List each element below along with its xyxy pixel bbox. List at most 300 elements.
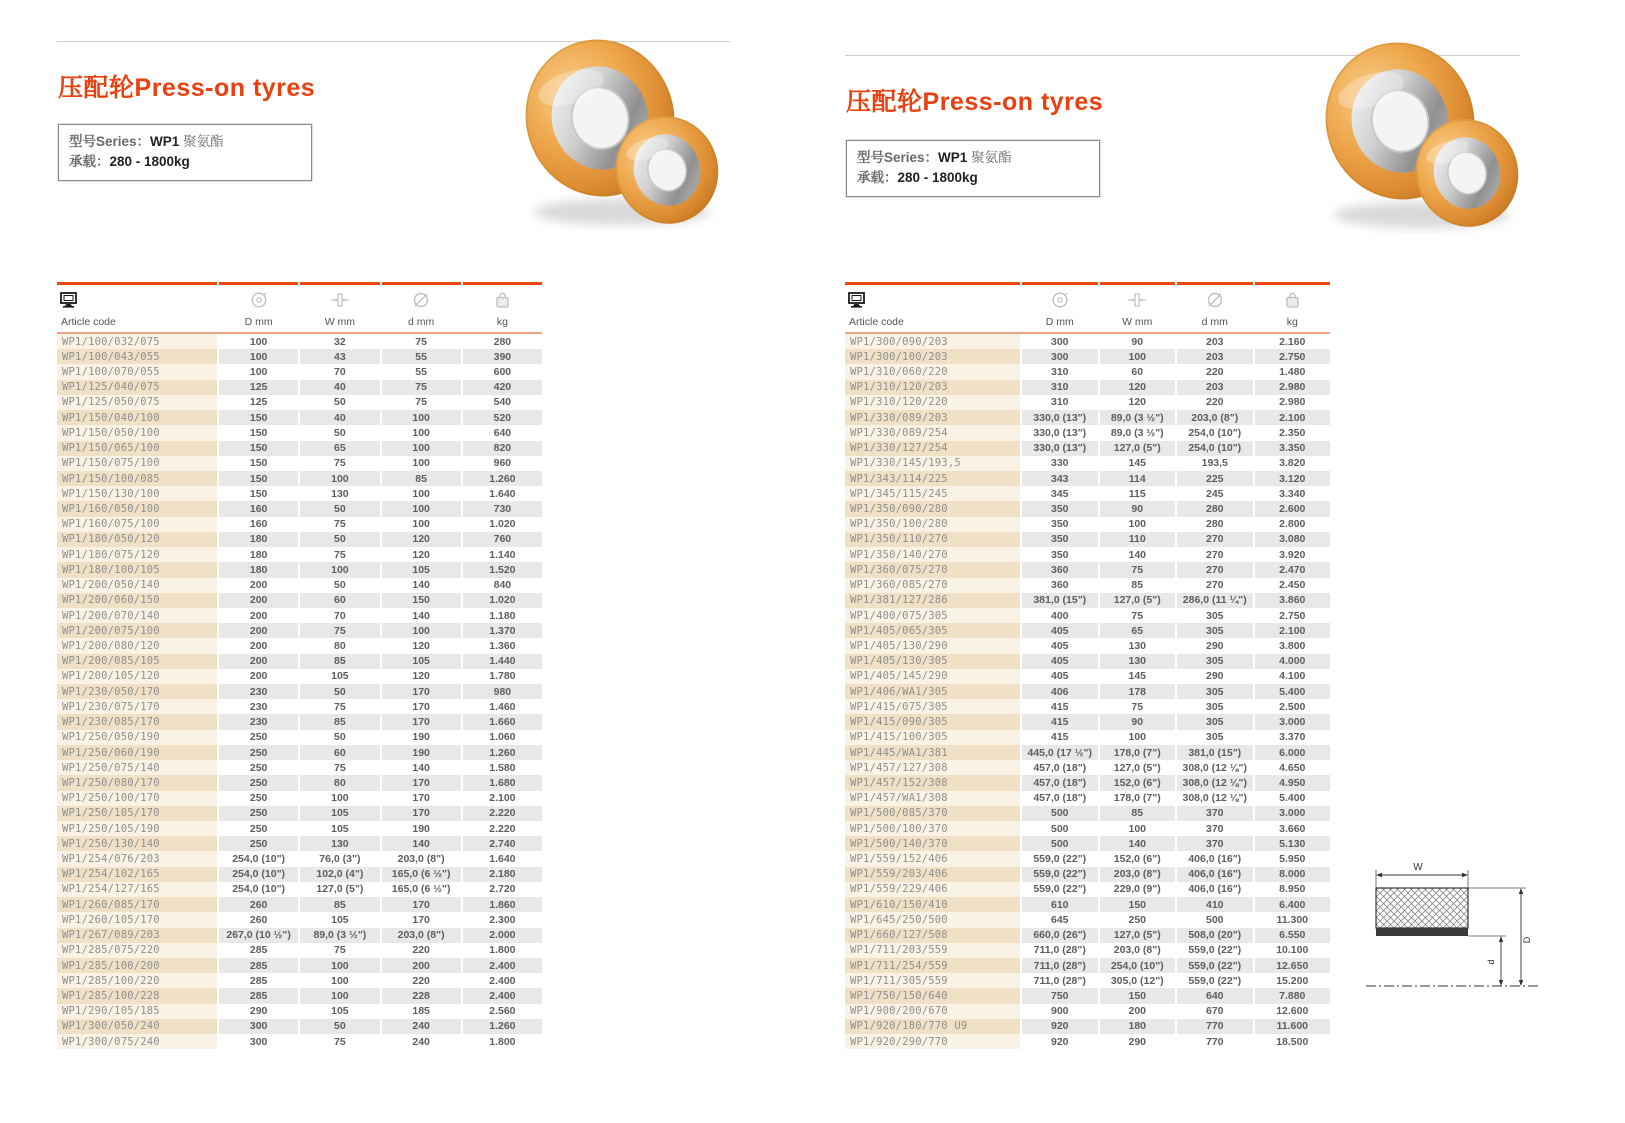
value-cell: 254,0 (10") — [219, 867, 298, 882]
value-cell: 2.980 — [1255, 395, 1331, 410]
article-code-cell: WP1/350/090/280 — [845, 501, 1020, 516]
value-cell: 3.340 — [1255, 486, 1331, 501]
table-row — [57, 578, 542, 593]
value-cell: 3.000 — [1255, 714, 1331, 729]
article-code-cell: WP1/180/100/105 — [57, 562, 217, 577]
table-row — [57, 882, 542, 897]
table-row — [845, 806, 1330, 821]
weight-icon — [494, 292, 511, 309]
value-cell: 55 — [382, 364, 461, 379]
value-cell: 500 — [1022, 836, 1098, 851]
value-cell: 254,0 (10") — [219, 851, 298, 866]
value-cell: 120 — [1100, 380, 1176, 395]
value-cell: 645 — [1022, 912, 1098, 927]
value-cell: 170 — [382, 897, 461, 912]
value-cell: 5.400 — [1255, 684, 1331, 699]
article-code-cell: WP1/920/180/770 U9 — [845, 1019, 1020, 1034]
value-cell: 140 — [382, 608, 461, 623]
table-row — [57, 851, 542, 866]
series-label: 型号Series — [69, 134, 137, 149]
table-row — [57, 928, 542, 943]
article-code-cell: WP1/406/WA1/305 — [845, 684, 1020, 699]
article-code-cell: WP1/200/075/100 — [57, 623, 217, 638]
table-row — [845, 684, 1330, 699]
value-cell: 170 — [382, 699, 461, 714]
value-cell: 110 — [1100, 532, 1176, 547]
value-cell: 254,0 (10") — [219, 882, 298, 897]
value-cell: 381,0 (15") — [1022, 593, 1098, 608]
value-cell: 1.660 — [463, 714, 542, 729]
table-row — [57, 517, 542, 532]
col-header-W: W mm — [1122, 316, 1153, 328]
monitor-icon — [848, 292, 867, 308]
value-cell: 2.750 — [1255, 608, 1331, 623]
value-cell: 415 — [1022, 714, 1098, 729]
value-cell: 770 — [1177, 1034, 1253, 1049]
value-cell: 559,0 (22") — [1022, 882, 1098, 897]
table-row — [845, 349, 1330, 364]
value-cell: 559,0 (22") — [1022, 851, 1098, 866]
table-row — [845, 988, 1330, 1003]
value-cell: 75 — [1100, 562, 1176, 577]
article-code-cell: WP1/559/229/406 — [845, 882, 1020, 897]
value-cell: 559,0 (22") — [1022, 867, 1098, 882]
value-cell: 1.680 — [463, 775, 542, 790]
article-code-cell: WP1/254/102/165 — [57, 867, 217, 882]
value-cell: 360 — [1022, 562, 1098, 577]
value-cell: 305 — [1177, 684, 1253, 699]
value-cell: 203 — [1177, 380, 1253, 395]
article-code-cell: WP1/180/050/120 — [57, 532, 217, 547]
value-cell: 280 — [1177, 501, 1253, 516]
article-code-cell: WP1/330/089/203 — [845, 410, 1020, 425]
value-cell: 1.060 — [463, 730, 542, 745]
table-row — [57, 943, 542, 958]
article-code-cell: WP1/750/150/640 — [845, 988, 1020, 1003]
article-code-cell: WP1/559/152/406 — [845, 851, 1020, 866]
value-cell: 105 — [300, 821, 379, 836]
article-code-cell: WP1/457/127/308 — [845, 760, 1020, 775]
page-title-en: Press-on tyres — [922, 88, 1104, 116]
table-row — [845, 456, 1330, 471]
value-cell: 2.740 — [463, 836, 542, 851]
value-cell: 170 — [382, 714, 461, 729]
article-code-cell: WP1/300/090/203 — [845, 334, 1020, 349]
article-code-cell: WP1/250/105/190 — [57, 821, 217, 836]
value-cell: 290 — [1100, 1034, 1176, 1049]
table-row — [845, 517, 1330, 532]
value-cell: 105 — [300, 669, 379, 684]
table-body — [57, 334, 542, 1049]
value-cell: 350 — [1022, 532, 1098, 547]
article-code-cell: WP1/250/050/190 — [57, 730, 217, 745]
table-row — [845, 730, 1330, 745]
article-code-cell: WP1/290/105/185 — [57, 1004, 217, 1019]
value-cell: 305 — [1177, 714, 1253, 729]
article-code-cell: WP1/180/075/120 — [57, 547, 217, 562]
tyre-cross-section-diagram — [1366, 858, 1556, 1016]
value-cell: 308,0 (12 ⅛") — [1177, 791, 1253, 806]
value-cell: 203,0 (8") — [1177, 410, 1253, 425]
value-cell: 190 — [382, 730, 461, 745]
value-cell: 305 — [1177, 654, 1253, 669]
value-cell: 220 — [382, 943, 461, 958]
value-cell: 250 — [1100, 912, 1176, 927]
article-code-cell: WP1/125/050/075 — [57, 395, 217, 410]
article-code-cell: WP1/250/060/190 — [57, 745, 217, 760]
table-row — [845, 791, 1330, 806]
value-cell: 254,0 (10") — [1100, 958, 1176, 973]
value-cell: 145 — [1100, 669, 1176, 684]
value-cell: 105 — [300, 912, 379, 927]
article-code-cell: WP1/285/100/220 — [57, 973, 217, 988]
value-cell: 1.260 — [463, 745, 542, 760]
table-row — [57, 897, 542, 912]
value-cell: 178,0 (7") — [1100, 745, 1176, 760]
value-cell: 920 — [1022, 1034, 1098, 1049]
value-cell: 370 — [1177, 836, 1253, 851]
wheel-icon — [1051, 291, 1069, 309]
value-cell: 105 — [382, 654, 461, 669]
table-row — [57, 501, 542, 516]
page-title-zh: 压配轮 — [58, 74, 135, 102]
value-cell: 457,0 (18") — [1022, 775, 1098, 790]
article-code-cell: WP1/260/085/170 — [57, 897, 217, 912]
table-row — [57, 730, 542, 745]
value-cell: 350 — [1022, 501, 1098, 516]
value-cell: 406 — [1022, 684, 1098, 699]
value-cell: 400 — [1022, 608, 1098, 623]
value-cell: 55 — [382, 349, 461, 364]
value-cell: 203,0 (8") — [1100, 943, 1176, 958]
value-cell: 330 — [1022, 456, 1098, 471]
value-cell: 170 — [382, 912, 461, 927]
article-code-cell: WP1/330/145/193,5 — [845, 456, 1020, 471]
value-cell: 50 — [300, 532, 379, 547]
value-cell: 350 — [1022, 517, 1098, 532]
table-row — [845, 760, 1330, 775]
col-header-D: D mm — [1045, 316, 1074, 328]
value-cell: 85 — [300, 897, 379, 912]
table-row — [57, 334, 542, 349]
series-colon: ： — [924, 150, 939, 165]
table-top-bar — [57, 282, 542, 285]
article-code-cell: WP1/310/060/220 — [845, 364, 1020, 379]
value-cell: 160 — [219, 517, 298, 532]
article-code-cell: WP1/350/100/280 — [845, 517, 1020, 532]
value-cell: 228 — [382, 988, 461, 1003]
article-code-cell: WP1/300/075/240 — [57, 1034, 217, 1049]
value-cell: 75 — [300, 456, 379, 471]
value-cell: 125 — [219, 395, 298, 410]
value-cell: 711,0 (28") — [1022, 958, 1098, 973]
value-cell: 770 — [1177, 1019, 1253, 1034]
value-cell: 711,0 (28") — [1022, 943, 1098, 958]
value-cell: 3.120 — [1255, 471, 1331, 486]
value-cell: 200 — [1100, 1004, 1176, 1019]
value-cell: 2.750 — [1255, 349, 1331, 364]
col-header-article: Article code — [61, 316, 116, 328]
value-cell: 145 — [1100, 456, 1176, 471]
value-cell: 11.600 — [1255, 1019, 1331, 1034]
value-cell: 18.500 — [1255, 1034, 1331, 1049]
table-row — [57, 912, 542, 927]
diameter-icon — [412, 291, 430, 309]
value-cell: 120 — [382, 532, 461, 547]
article-code-cell: WP1/559/203/406 — [845, 867, 1020, 882]
value-cell: 670 — [1177, 1004, 1253, 1019]
article-code-cell: WP1/360/075/270 — [845, 562, 1020, 577]
section-right — [845, 0, 1330, 1123]
value-cell: 40 — [300, 410, 379, 425]
value-cell: 405 — [1022, 623, 1098, 638]
value-cell: 500 — [1177, 912, 1253, 927]
value-cell: 370 — [1177, 821, 1253, 836]
article-code-cell: WP1/405/130/290 — [845, 638, 1020, 653]
value-cell: 75 — [1100, 608, 1176, 623]
value-cell: 85 — [300, 654, 379, 669]
value-cell: 190 — [382, 745, 461, 760]
value-cell: 2.600 — [1255, 501, 1331, 516]
table-row — [57, 608, 542, 623]
value-cell: 76,0 (3") — [300, 851, 379, 866]
article-code-cell: WP1/645/250/500 — [845, 912, 1020, 927]
table-row — [57, 623, 542, 638]
value-cell: 559,0 (22") — [1177, 973, 1253, 988]
table-row — [845, 669, 1330, 684]
table-row — [845, 425, 1330, 440]
table-row — [845, 395, 1330, 410]
article-code-cell: WP1/150/130/100 — [57, 486, 217, 501]
value-cell: 2.350 — [1255, 425, 1331, 440]
value-cell: 381,0 (15") — [1177, 745, 1253, 760]
value-cell: 230 — [219, 684, 298, 699]
value-cell: 225 — [1177, 471, 1253, 486]
value-cell: 230 — [219, 699, 298, 714]
table-row — [57, 1034, 542, 1049]
table-row — [845, 943, 1330, 958]
value-cell: 140 — [382, 836, 461, 851]
value-cell: 230 — [219, 714, 298, 729]
value-cell: 220 — [1177, 364, 1253, 379]
value-cell: 75 — [300, 760, 379, 775]
article-code-cell: WP1/415/090/305 — [845, 714, 1020, 729]
article-code-cell: WP1/200/070/140 — [57, 608, 217, 623]
value-cell: 127,0 (5") — [1100, 928, 1176, 943]
value-cell: 1.440 — [463, 654, 542, 669]
article-code-cell: WP1/350/140/270 — [845, 547, 1020, 562]
value-cell: 100 — [382, 456, 461, 471]
value-cell: 75 — [300, 1034, 379, 1049]
value-cell: 180 — [219, 547, 298, 562]
series-line — [857, 148, 1089, 168]
value-cell: 920 — [1022, 1019, 1098, 1034]
value-cell: 1.260 — [463, 1019, 542, 1034]
article-code-cell: WP1/415/075/305 — [845, 699, 1020, 714]
value-cell: 85 — [1100, 578, 1176, 593]
article-code-cell: WP1/230/085/170 — [57, 714, 217, 729]
value-cell: 100 — [300, 562, 379, 577]
spec-table — [845, 282, 1330, 1049]
value-cell: 100 — [300, 973, 379, 988]
value-cell: 280 — [1177, 517, 1253, 532]
value-cell: 305 — [1177, 623, 1253, 638]
table-row — [845, 867, 1330, 882]
article-code-cell: WP1/330/127/254 — [845, 441, 1020, 456]
section-left — [57, 0, 542, 1123]
table-row — [845, 745, 1330, 760]
value-cell: 305 — [1177, 699, 1253, 714]
value-cell: 250 — [219, 806, 298, 821]
article-code-cell: WP1/230/075/170 — [57, 699, 217, 714]
table-row — [57, 349, 542, 364]
value-cell: 2.400 — [463, 973, 542, 988]
value-cell: 308,0 (12 ⅛") — [1177, 775, 1253, 790]
value-cell: 75 — [300, 547, 379, 562]
value-cell: 65 — [1100, 623, 1176, 638]
table-row — [57, 456, 542, 471]
value-cell: 250 — [219, 775, 298, 790]
article-code-cell: WP1/343/114/225 — [845, 471, 1020, 486]
value-cell: 960 — [463, 456, 542, 471]
table-header-labels — [845, 315, 1330, 329]
value-cell: 500 — [1022, 821, 1098, 836]
value-cell: 130 — [300, 486, 379, 501]
value-cell: 250 — [219, 836, 298, 851]
diameter-icon — [1206, 291, 1224, 309]
value-cell: 4.650 — [1255, 760, 1331, 775]
value-cell: 160 — [219, 501, 298, 516]
table-body — [845, 334, 1330, 1049]
article-code-cell: WP1/150/100/085 — [57, 471, 217, 486]
table-row — [845, 775, 1330, 790]
article-code-cell: WP1/360/085/270 — [845, 578, 1020, 593]
value-cell: 178,0 (7") — [1100, 791, 1176, 806]
table-row — [57, 562, 542, 577]
value-cell: 150 — [219, 486, 298, 501]
value-cell: 203 — [1177, 334, 1253, 349]
table-header-icons — [57, 285, 542, 315]
value-cell: 89,0 (3 ½") — [1100, 410, 1176, 425]
value-cell: 286,0 (11 ¼") — [1177, 593, 1253, 608]
value-cell: 203,0 (8") — [1100, 867, 1176, 882]
table-row — [845, 334, 1330, 349]
series-material: 聚氨酯 — [183, 134, 224, 149]
value-cell: 600 — [463, 364, 542, 379]
dim-label-w: W — [1413, 862, 1423, 873]
value-cell: 240 — [382, 1034, 461, 1049]
article-code-cell: WP1/610/150/410 — [845, 897, 1020, 912]
value-cell: 285 — [219, 988, 298, 1003]
value-cell: 290 — [1177, 638, 1253, 653]
table-row — [57, 425, 542, 440]
value-cell: 11.300 — [1255, 912, 1331, 927]
article-code-cell: WP1/250/080/170 — [57, 775, 217, 790]
value-cell: 75 — [382, 380, 461, 395]
value-cell: 2.500 — [1255, 699, 1331, 714]
table-row — [57, 1019, 542, 1034]
value-cell: 220 — [1177, 395, 1253, 410]
value-cell: 1.480 — [1255, 364, 1331, 379]
press-on-tyres-photo — [1304, 27, 1536, 235]
table-row — [845, 471, 1330, 486]
table-row — [845, 821, 1330, 836]
value-cell: 5.950 — [1255, 851, 1331, 866]
value-cell: 100 — [382, 441, 461, 456]
value-cell: 2.560 — [463, 1004, 542, 1019]
series-colon: ： — [136, 134, 151, 149]
value-cell: 410 — [1177, 897, 1253, 912]
value-cell: 760 — [463, 532, 542, 547]
value-cell: 229,0 (9") — [1100, 882, 1176, 897]
value-cell: 2.220 — [463, 806, 542, 821]
value-cell: 150 — [219, 410, 298, 425]
value-cell: 165,0 (6 ½") — [382, 867, 461, 882]
article-code-cell: WP1/381/127/286 — [845, 593, 1020, 608]
article-code-cell: WP1/254/127/165 — [57, 882, 217, 897]
value-cell: 310 — [1022, 364, 1098, 379]
article-code-cell: WP1/300/050/240 — [57, 1019, 217, 1034]
value-cell: 2.000 — [463, 928, 542, 943]
value-cell: 310 — [1022, 380, 1098, 395]
table-row — [57, 395, 542, 410]
table-row — [57, 760, 542, 775]
table-row — [845, 912, 1330, 927]
load-label: 承载： — [857, 170, 898, 185]
table-row — [57, 364, 542, 379]
value-cell: 220 — [382, 973, 461, 988]
value-cell: 150 — [1100, 897, 1176, 912]
value-cell: 193,5 — [1177, 456, 1253, 471]
series-material: 聚氨酯 — [971, 150, 1012, 165]
value-cell: 2.100 — [463, 791, 542, 806]
spec-table — [57, 282, 542, 1049]
table-row — [845, 1034, 1330, 1049]
value-cell: 6.400 — [1255, 897, 1331, 912]
value-cell: 3.350 — [1255, 441, 1331, 456]
table-row — [57, 973, 542, 988]
value-cell: 4.000 — [1255, 654, 1331, 669]
value-cell: 200 — [219, 638, 298, 653]
value-cell: 390 — [463, 349, 542, 364]
value-cell: 50 — [300, 501, 379, 516]
value-cell: 150 — [382, 593, 461, 608]
value-cell: 3.080 — [1255, 532, 1331, 547]
value-cell: 2.180 — [463, 867, 542, 882]
load-line — [69, 152, 301, 172]
dim-label-D: D — [1522, 936, 1532, 944]
table-row — [57, 867, 542, 882]
value-cell: 100 — [382, 486, 461, 501]
table-row — [57, 684, 542, 699]
col-header-kg: kg — [496, 316, 508, 328]
value-cell: 370 — [1177, 806, 1253, 821]
table-row — [845, 364, 1330, 379]
value-cell: 1.140 — [463, 547, 542, 562]
table-row — [57, 380, 542, 395]
value-cell: 32 — [300, 334, 379, 349]
value-cell: 2.220 — [463, 821, 542, 836]
value-cell: 89,0 (3 ½") — [300, 928, 379, 943]
value-cell: 180 — [219, 532, 298, 547]
table-row — [57, 593, 542, 608]
article-code-cell: WP1/100/070/055 — [57, 364, 217, 379]
table-row — [57, 1004, 542, 1019]
value-cell: 75 — [382, 334, 461, 349]
article-code-cell: WP1/400/075/305 — [845, 608, 1020, 623]
value-cell: 170 — [382, 775, 461, 790]
value-cell: 305 — [1177, 608, 1253, 623]
